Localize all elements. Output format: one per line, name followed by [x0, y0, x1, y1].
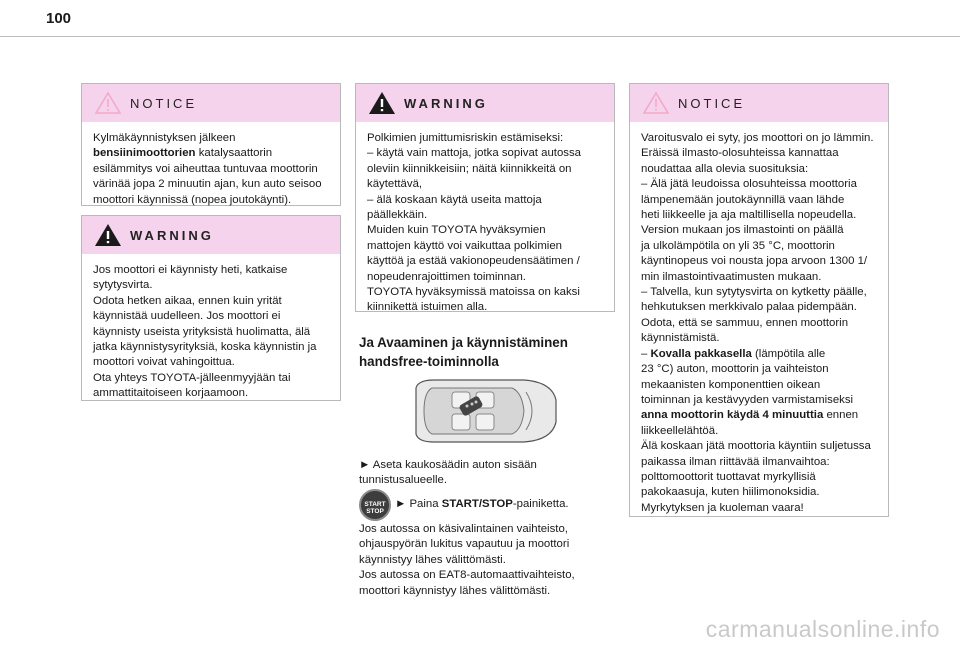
notice-title: NOTICE [130, 95, 198, 111]
text-line: ► Aseta kaukosäädin auton sisään [359, 459, 537, 471]
text-line: Kylmäkäynnistyksen jälkeen [93, 132, 236, 144]
text-line: Jos autossa on EAT8-automaattivaihteisto, [359, 569, 575, 582]
header-divider [0, 36, 960, 37]
text-line: kiinnikettä istuimen alla. [367, 301, 488, 314]
text-line: polttomoottorit tuottavat myrkyllisiä [641, 470, 816, 483]
text-line: Varoitusvalo ei syty, jos moottori on jo lämmin. [641, 132, 874, 144]
text-line: mekaanisten komponenttien oikean [641, 378, 821, 391]
text-line: min ilmastointivaatimusten mukaan. [641, 270, 822, 283]
text-line: mattojen käyttö voi vaikuttaa polkimien [367, 239, 563, 252]
text-line: käyttöä ja estää vakionopeudensäätimen / [367, 255, 580, 268]
notice-title: NOTICE [678, 95, 746, 111]
text-line: noudattaa alla olevia suosituksia: [641, 162, 809, 175]
warning-header [356, 84, 614, 122]
car-top-view-illustration [404, 378, 558, 444]
notice-text [82, 122, 340, 216]
text-line: 23 °C) auton, moottorin ja vaihteiston [641, 363, 829, 376]
text-line: Eräissä ilmasto-olosuhteissa kannattaa [641, 147, 839, 160]
section-title [359, 333, 609, 371]
notice-box-right [629, 83, 889, 517]
text-line: oleviin kiinnikkeisiin; näitä kiinnikkeitä on [367, 162, 572, 175]
step-press-text: ► Paina START/STOP-painiketta. [395, 498, 569, 511]
start-stop-button-icon: START STOP [359, 489, 391, 521]
text-line: Odota hetken aikaa, ennen kuin yrität [93, 294, 282, 307]
text-line: moottori voivat vahingoittua. [93, 356, 235, 369]
text-line: käyntinopeus voi nousta jopa arvoon 1300 1/ [641, 255, 868, 268]
text-line: Odota, että se sammuu, ennen moottorin [641, 316, 849, 329]
text-line: Älä koskaan jätä moottoria käyntiin suljetussa [641, 440, 871, 453]
text-line: paikassa ilman riittävää ilmanvaihtoa: [641, 455, 830, 468]
text-line: värinää jopa 2 minuutin ajan, kun auto seisoo [93, 178, 322, 191]
text-line: päällekkäin. [367, 209, 428, 222]
text-line: esilämmitys voi aiheuttaa tuntuvaa moottorin [93, 162, 318, 175]
text-line: käynnistyy lähes välittömästi. [359, 553, 506, 566]
text-line: käytettävä, [367, 178, 423, 191]
text-line: Muiden kuin TOYOTA hyväksymien [367, 224, 546, 237]
warning-box-middle [355, 83, 615, 312]
text-line: jatka käynnistysyrityksiä, koska käynnistin ja [93, 341, 317, 354]
notice-box-left [81, 83, 341, 206]
text-line: käynnisty useista yrityksistä huolimatta, älä [93, 325, 311, 338]
text-line: – Älä jätä leudoissa olosuhteissa moottoria [641, 178, 857, 191]
text-line: hehkutuksen merkkivalo palaa pidempään. [641, 301, 857, 314]
text-line: Ota yhteys TOYOTA-jälleenmyyjään tai [93, 371, 291, 384]
text-line: moottori käynnistyy lähes välittömästi. [359, 584, 551, 597]
warning-title: WARNING [404, 95, 488, 111]
text-line: moottori käynnissä (nopea joutokäynti). [93, 193, 292, 206]
warning-triangle-icon [94, 223, 122, 247]
page-number: 100 [46, 10, 72, 27]
notice-text [630, 122, 888, 524]
section-title-line: Ja Avaaminen ja käynnistäminen [359, 335, 568, 350]
text-line: Jos autossa on käsivalintainen vaihteisto, [359, 523, 568, 535]
step-place-remote [359, 458, 609, 489]
text-line: – älä koskaan käytä useita mattoja [367, 193, 542, 206]
text-line: sytytysvirta. [93, 279, 153, 292]
notice-header [82, 84, 340, 122]
text-line: nopeudenrajoittimen toiminnan. [367, 270, 526, 283]
text-line: anna moottorin käydä 4 minuuttia ennen [641, 409, 859, 422]
text-line: ammattitaitoiseen korjaamoon. [93, 387, 249, 400]
text-line: – Kovalla pakkasella (lämpötila alle [641, 347, 826, 360]
section-title-line: handsfree-toiminnolla [359, 354, 499, 369]
text-line: TOYOTA hyväksymissä matoissa on kaksi [367, 286, 580, 299]
text-line: Jos moottori ei käynnisty heti, katkaise [93, 264, 288, 276]
text-line: Version mukaan jos ilmastointi on päällä [641, 224, 844, 237]
text-line: tunnistusalueelle. [359, 474, 448, 487]
warning-box-left [81, 215, 341, 401]
text-line: liikkeellelähtöä. [641, 424, 719, 437]
text-line: Polkimien jumittumisriskin estämiseksi: [367, 132, 564, 144]
warning-triangle-icon [368, 91, 396, 115]
notice-header [630, 84, 888, 122]
warning-text [356, 122, 614, 324]
text-line: – käytä vain mattoja, jotka sopivat autossa [367, 147, 582, 160]
text-line: lämpenemään joutokäynnillä vaan lähde [641, 193, 845, 206]
text-line: Myrkytyksen ja kuoleman vaara! [641, 501, 804, 514]
text-line: käynnistää uudelleen. Jos moottori ei [93, 310, 281, 323]
text-line: – Talvella, kun sytytysvirta on kytketty päälle, [641, 286, 867, 299]
text-line: bensiinimoottorien katalysaattorin [93, 147, 273, 160]
warning-header [82, 216, 340, 254]
transmission-info-text [359, 522, 609, 599]
notice-triangle-icon [94, 91, 122, 115]
text-line: toiminnan ja kestävyyden varmistamiseksi [641, 393, 854, 406]
warning-title: WARNING [130, 227, 214, 243]
watermark: carmanualsonline.info [705, 616, 940, 642]
text-line: pakokaasuja, kuten hiilimonoksidia. [641, 486, 820, 499]
text-line: käynnistämistä. [641, 332, 720, 345]
text-line: ohjauspyörän lukitus vapautuu ja moottori [359, 538, 570, 551]
notice-triangle-icon [642, 91, 670, 115]
text-line: ja ulkolämpötila on yli 35 °C, moottorin [641, 239, 835, 252]
warning-text [82, 254, 340, 410]
text-line: heti liikkeelle ja aja maltillisella nopeudella. [641, 209, 857, 222]
step-press-start-stop [359, 489, 609, 521]
